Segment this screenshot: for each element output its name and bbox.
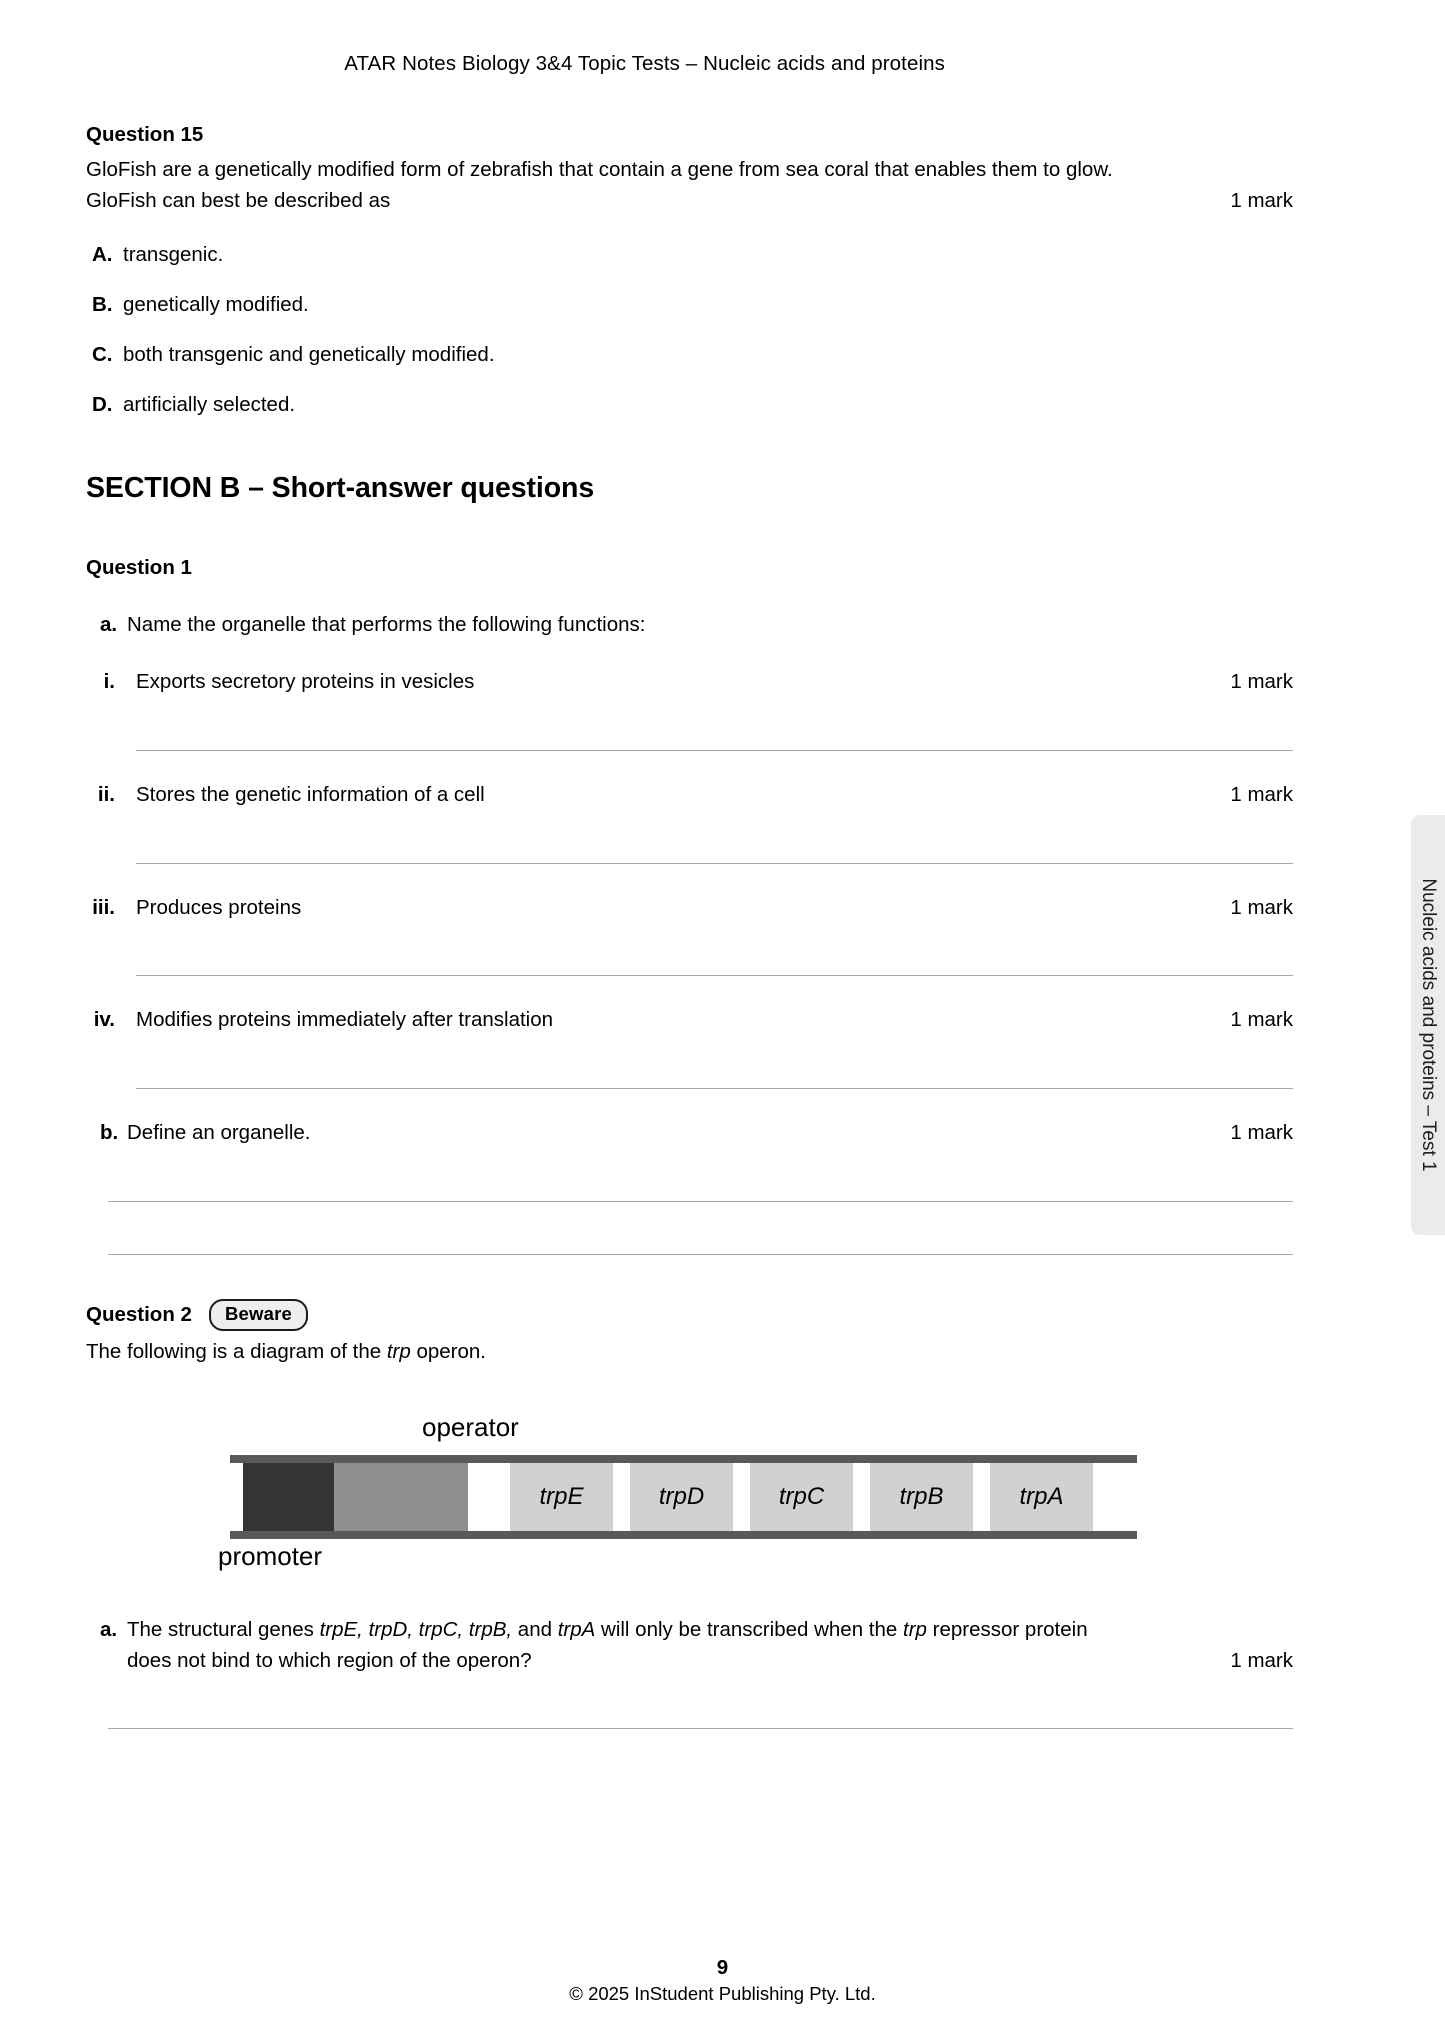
q2-a-italic1: trpE, trpD, trpC, trpB, — [319, 1617, 513, 1641]
operator-segment — [334, 1463, 468, 1531]
item-iii-text: Produces proteins — [136, 895, 302, 919]
gene-gap-2 — [733, 1463, 750, 1531]
question-15-block — [86, 120, 1293, 420]
side-tab — [1411, 815, 1445, 1235]
spacer-segment — [468, 1463, 510, 1531]
answer-line-ii[interactable] — [136, 863, 1293, 864]
question-1-part-a — [86, 610, 1293, 641]
q2-a-line1-after: will only be transcribed when the — [595, 1617, 903, 1641]
part-b-label: b. — [100, 1121, 119, 1145]
gene-segment-trpA: trpA — [990, 1463, 1093, 1531]
option-b-text: genetically modified. — [123, 293, 309, 317]
answer-line-iv[interactable] — [136, 1088, 1293, 1089]
promoter-label: promoter — [218, 1540, 323, 1571]
running-header: ATAR Notes Biology 3&4 Topic Tests – Nucleic acids and proteins — [344, 52, 945, 75]
question-2-part-a — [86, 1615, 1293, 1677]
question-15-stem-line1: GloFish are a genetically modified form of zebrafish that contain a gene from sea coral that enables them to glow. — [86, 158, 1113, 182]
option-a-letter: A. — [92, 243, 113, 267]
question-1-a-item-ii — [86, 780, 1293, 811]
q2-a-italic2: trpA — [557, 1617, 596, 1641]
item-ii-marks: 1 mark — [1230, 782, 1293, 806]
question-1-a-item-i — [86, 667, 1293, 698]
answer-line-iii[interactable] — [136, 975, 1293, 976]
item-iii-label: iii. — [92, 895, 115, 919]
answer-line-q2-a[interactable] — [108, 1728, 1293, 1729]
answer-line-i[interactable] — [136, 750, 1293, 751]
part-b-text: Define an organelle. — [127, 1121, 311, 1145]
question-2-title: Question 2 — [86, 1302, 192, 1326]
q2-part-a-label: a. — [100, 1617, 118, 1641]
item-iv-label: iv. — [93, 1008, 115, 1032]
q2-a-italic3: trp — [903, 1617, 927, 1641]
footer-copyright: © 2025 InStudent Publishing Pty. Ltd. — [569, 1983, 876, 2005]
item-ii-text: Stores the genetic information of a cell — [136, 782, 485, 806]
option-b[interactable] — [86, 290, 1293, 321]
operator-label: operator — [422, 1411, 519, 1442]
option-d-letter: D. — [92, 392, 113, 416]
q2-part-a-body — [127, 1615, 1293, 1677]
question-15-marks: 1 mark — [1230, 189, 1293, 213]
item-iv-marks: 1 mark — [1230, 1008, 1293, 1032]
item-iv-text: Modifies proteins immediately after translation — [136, 1008, 554, 1032]
part-a-text: Name the organelle that performs the following functions: — [127, 613, 646, 637]
gene-segment-trpD: trpD — [630, 1463, 733, 1531]
question-15-stem-line2: GloFish can best be described as — [86, 189, 391, 213]
gene-segment-trpC: trpC — [750, 1463, 853, 1531]
item-iii-marks: 1 mark — [1230, 895, 1293, 919]
page-footer — [0, 1955, 1445, 2007]
item-ii-label: ii. — [97, 782, 115, 806]
option-c-text: both transgenic and genetically modified. — [123, 342, 495, 366]
question-2-stem-after: operon. — [410, 1339, 486, 1363]
question-1-title: Question 1 — [86, 556, 192, 580]
item-i-marks: 1 mark — [1230, 670, 1293, 694]
item-i-text: Exports secretory proteins in vesicles — [136, 670, 475, 694]
q2-a-line1-mid: and — [512, 1617, 558, 1641]
promoter-segment — [243, 1463, 334, 1531]
beware-badge: Beware — [209, 1299, 308, 1331]
option-a-text: transgenic. — [123, 243, 224, 267]
option-c-letter: C. — [92, 342, 113, 366]
gene-gap-4 — [973, 1463, 990, 1531]
question-1-title-row — [86, 556, 1293, 580]
q2-a-line2: does not bind to which region of the operon? — [127, 1648, 532, 1672]
option-c[interactable] — [86, 340, 1293, 371]
option-d-text: artificially selected. — [123, 392, 296, 416]
question-15-title: Question 15 — [86, 123, 204, 146]
answer-line-b-2[interactable] — [108, 1254, 1293, 1255]
gene-gap-3 — [853, 1463, 870, 1531]
section-b-heading: SECTION B – Short-answer questions — [86, 472, 595, 505]
q2-a-line1-end: repressor protein — [926, 1617, 1088, 1641]
q2-a-line1-before: The structural genes — [127, 1617, 320, 1641]
question-1-a-item-iv — [86, 1005, 1293, 1036]
option-b-letter: B. — [92, 293, 113, 317]
footer-page-number: 9 — [716, 1956, 729, 1980]
operon-bar — [230, 1455, 1137, 1539]
gene-segment-trpB: trpB — [870, 1463, 973, 1531]
question-2-stem — [86, 1336, 1293, 1367]
question-2-title-row — [86, 1299, 1293, 1331]
part-a-label: a. — [100, 613, 118, 637]
gene-segment-trpE: trpE — [510, 1463, 613, 1531]
item-i-label: i. — [103, 670, 115, 694]
side-tab-label: Nucleic acids and proteins – Test 1 — [1418, 878, 1439, 1172]
trp-operon-diagram — [208, 1412, 1208, 1582]
gene-gap-1 — [613, 1463, 630, 1531]
option-a[interactable] — [86, 240, 1293, 271]
question-15-stem — [86, 154, 1293, 216]
question-1-part-b — [86, 1118, 1293, 1149]
q2-part-a-marks: 1 mark — [1230, 1648, 1293, 1672]
option-d[interactable] — [86, 390, 1293, 421]
page-content — [86, 120, 1293, 1729]
part-b-marks: 1 mark — [1230, 1121, 1293, 1145]
question-2-stem-before: The following is a diagram of the — [86, 1339, 387, 1363]
question-15-options — [86, 240, 1293, 420]
question-2-stem-italic: trp — [386, 1339, 411, 1363]
question-1-a-item-iii — [86, 893, 1293, 924]
